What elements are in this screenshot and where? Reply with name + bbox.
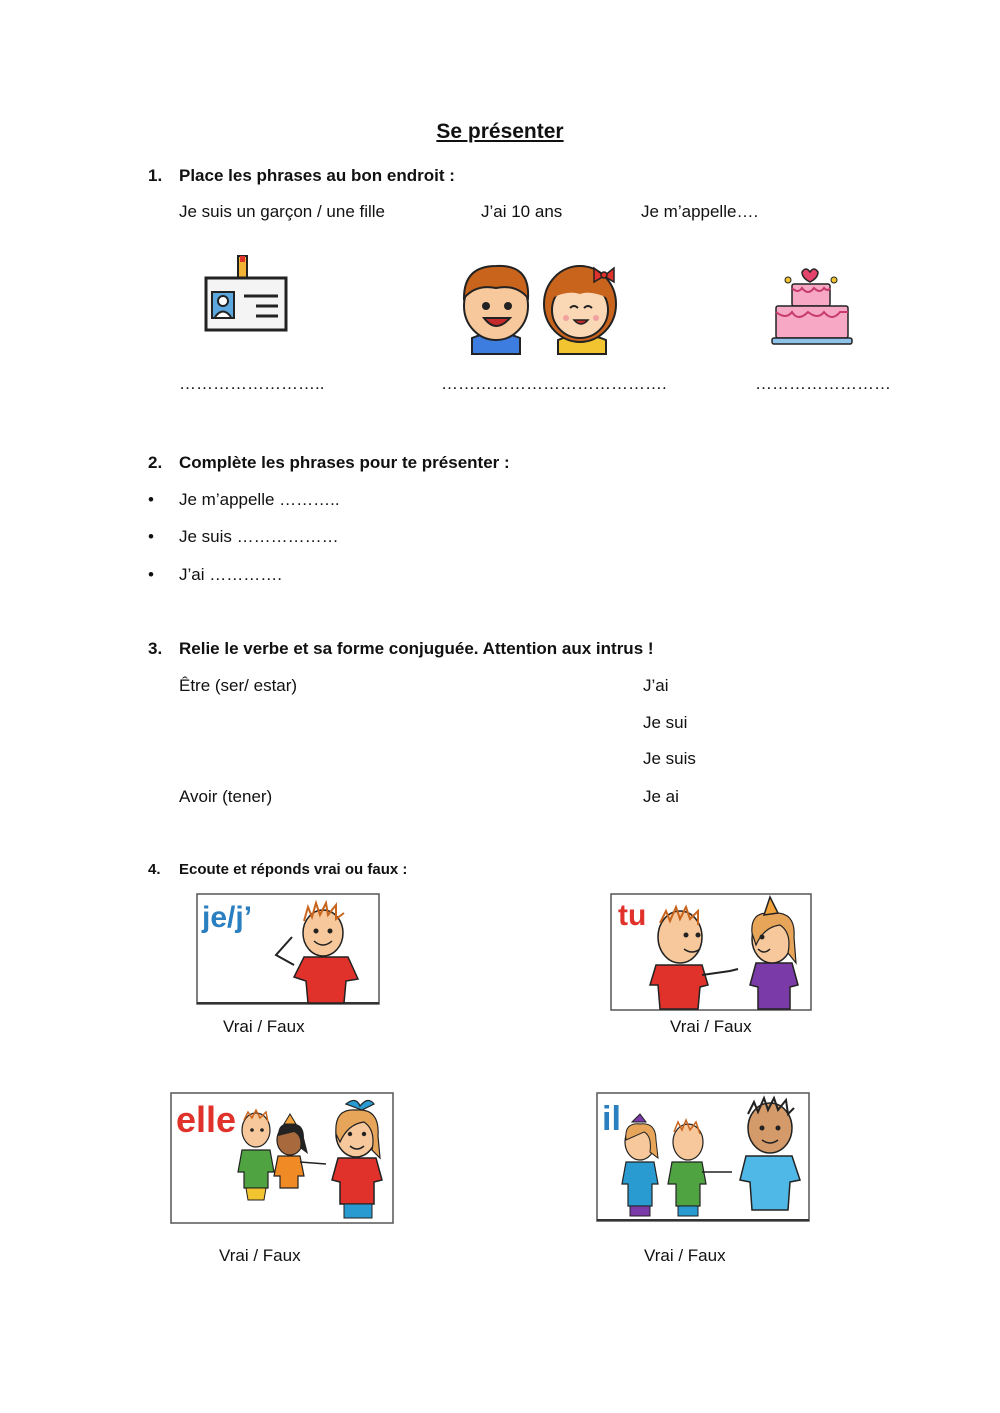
q1-blank-2[interactable]: …………………………………. xyxy=(441,374,667,393)
q4-answer-1[interactable]: Vrai / Faux xyxy=(223,1017,305,1036)
q1-blank-3[interactable]: …………………… xyxy=(755,374,891,393)
q2-item-2[interactable]: Je suis ……………… xyxy=(179,527,339,546)
pronoun-picture-tu xyxy=(610,893,812,1011)
q3-number: 3. xyxy=(148,639,163,658)
q2-instruction: Complète les phrases pour te présenter : xyxy=(179,453,510,472)
pronoun-picture-je xyxy=(196,893,380,1005)
q4-instruction: Ecoute et réponds vrai ou faux : xyxy=(179,861,408,878)
q1-phrase-2: J’ai 10 ans xyxy=(481,202,563,221)
boy-girl-icon xyxy=(458,258,624,356)
q3-verb-avoir[interactable]: Avoir (tener) xyxy=(179,787,273,806)
pronoun-label-je: je/j’ xyxy=(202,901,253,934)
q3-form-4[interactable]: Je ai xyxy=(643,787,679,806)
page-title: Se présenter xyxy=(436,120,564,143)
bullet-icon: • xyxy=(148,565,154,584)
q4-number: 4. xyxy=(148,861,161,878)
birthday-cake-icon xyxy=(768,264,854,350)
q3-instruction: Relie le verbe et sa forme conjuguée. Attention aux intrus ! xyxy=(179,639,654,658)
q2-item-3[interactable]: J’ai …………. xyxy=(179,565,282,584)
q1-number: 1. xyxy=(148,166,163,185)
q4-answer-4[interactable]: Vrai / Faux xyxy=(644,1246,726,1265)
q1-phrase-1: Je suis un garçon / une fille xyxy=(179,202,386,221)
pronoun-picture-il xyxy=(596,1092,810,1222)
bullet-icon: • xyxy=(148,490,154,509)
pronoun-label-elle: elle xyxy=(176,1099,237,1140)
q1-phrase-3: Je m’appelle…. xyxy=(641,202,759,221)
q1-blank-1[interactable]: …………………….. xyxy=(179,374,325,393)
pronoun-label-il: il xyxy=(602,1100,621,1138)
q1-instruction: Place les phrases au bon endroit : xyxy=(179,166,455,185)
q2-item-1[interactable]: Je m’appelle ……….. xyxy=(179,490,340,509)
q3-verb-etre[interactable]: Être (ser/ estar) xyxy=(179,676,298,695)
pronoun-picture-elle xyxy=(170,1092,394,1224)
q4-answer-2[interactable]: Vrai / Faux xyxy=(670,1017,752,1036)
q2-number: 2. xyxy=(148,453,163,472)
id-card-icon xyxy=(200,252,292,334)
q3-form-1[interactable]: J’ai xyxy=(643,676,669,695)
q3-form-3[interactable]: Je suis xyxy=(643,749,696,768)
q4-answer-3[interactable]: Vrai / Faux xyxy=(219,1246,301,1265)
bullet-icon: • xyxy=(148,527,154,546)
q3-form-2[interactable]: Je sui xyxy=(643,713,688,732)
pronoun-label-tu: tu xyxy=(618,899,647,932)
